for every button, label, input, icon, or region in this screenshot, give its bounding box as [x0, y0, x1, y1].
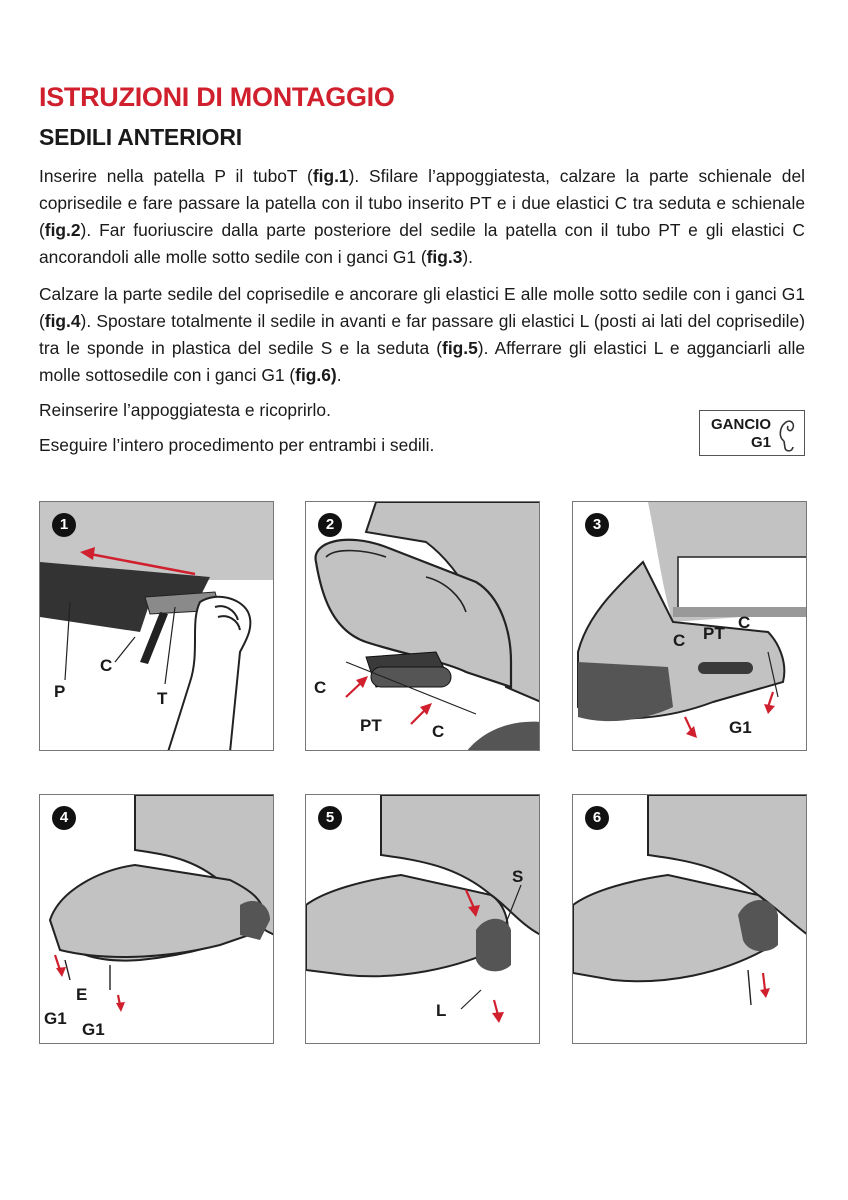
label-g1-left: G1 — [44, 1009, 67, 1028]
label-pt: PT — [703, 624, 725, 643]
label-g1-right: G1 — [82, 1020, 105, 1039]
figure-number: 3 — [585, 513, 609, 537]
figure-2 — [305, 501, 540, 751]
label-s: S — [512, 867, 524, 886]
figure-number: 1 — [52, 513, 76, 537]
hook-icon — [776, 417, 800, 453]
figure-4 — [39, 794, 274, 1044]
section-subtitle: SEDILI ANTERIORI — [39, 124, 242, 150]
figure-number: 2 — [318, 513, 342, 537]
figure-5-illustration — [306, 795, 540, 1044]
gancio-legend-box — [699, 410, 805, 456]
figure-1 — [39, 501, 274, 751]
label-l: L — [436, 1001, 447, 1020]
gancio-label-line2: G1 — [750, 434, 771, 451]
instruction-paragraph-1: Inserire nella patella P il tuboT (fig.1). Sfilare l’appoggiatesta, calzare la parte schienale del coprisedile e fare passare la patella con il tubo inserito PT e i due elastici C tra seduta e schienale (fig.2). Far fuoriuscire dalla parte posteriore del sedile la patella con il tubo PT e gli elastici C ancorandoli alle molle sotto sedile con i ganci G1 (fig.3). — [39, 166, 805, 267]
figure-number: 4 — [52, 806, 76, 830]
label-c-right: C — [738, 613, 751, 632]
figure-reference: fig.1 — [312, 166, 349, 186]
figure-reference: fig.4 — [44, 311, 81, 331]
figure-1-illustration — [40, 502, 274, 751]
figure-5 — [305, 794, 540, 1044]
instruction-paragraph-3: Reinserire l’appoggiatesta e ricoprirlo. — [39, 400, 331, 420]
label-c-right: C — [432, 722, 445, 741]
figure-reference: fig.5 — [442, 338, 478, 358]
figure-6 — [572, 794, 807, 1044]
label-pt: PT — [360, 716, 382, 735]
figure-3-illustration — [573, 502, 807, 751]
figure-6-illustration — [573, 795, 807, 1044]
figure-reference: fig.3 — [426, 247, 463, 267]
label-c-left: C — [673, 631, 686, 650]
figure-3 — [572, 501, 807, 751]
figure-number: 5 — [318, 806, 342, 830]
figure-2-illustration — [306, 502, 540, 751]
label-e: E — [76, 985, 88, 1004]
figure-reference: fig.6) — [295, 365, 337, 385]
label-t: T — [157, 689, 168, 708]
gancio-label — [707, 416, 771, 452]
figure-4-illustration — [40, 795, 274, 1044]
gancio-label-line1: GANCIO — [711, 416, 771, 433]
figure-reference: fig.2 — [44, 220, 81, 240]
instruction-paragraph-2: Calzare la parte sedile del coprisedile e ancorare gli elastici E alle molle sotto sedile con i ganci G1 (fig.4). Spostare totalmente il sedile in avanti e far passare gli elastici L (posti ai lati del coprisedile) tra le sponde in plastica del sedile S e la seduta (fig.5). Afferrare gli elastici L e agganciarli alle molle sottosedile con i ganci G1 (fig.6). — [39, 284, 805, 385]
label-g1: G1 — [729, 718, 752, 737]
label-c-left: C — [314, 678, 327, 697]
label-c: C — [100, 656, 113, 675]
instruction-paragraph-4: Eseguire l’intero procedimento per entrambi i sedili. — [39, 435, 435, 455]
page-title: ISTRUZIONI DI MONTAGGIO — [39, 82, 395, 112]
label-p: P — [54, 682, 66, 701]
figure-number: 6 — [585, 806, 609, 830]
